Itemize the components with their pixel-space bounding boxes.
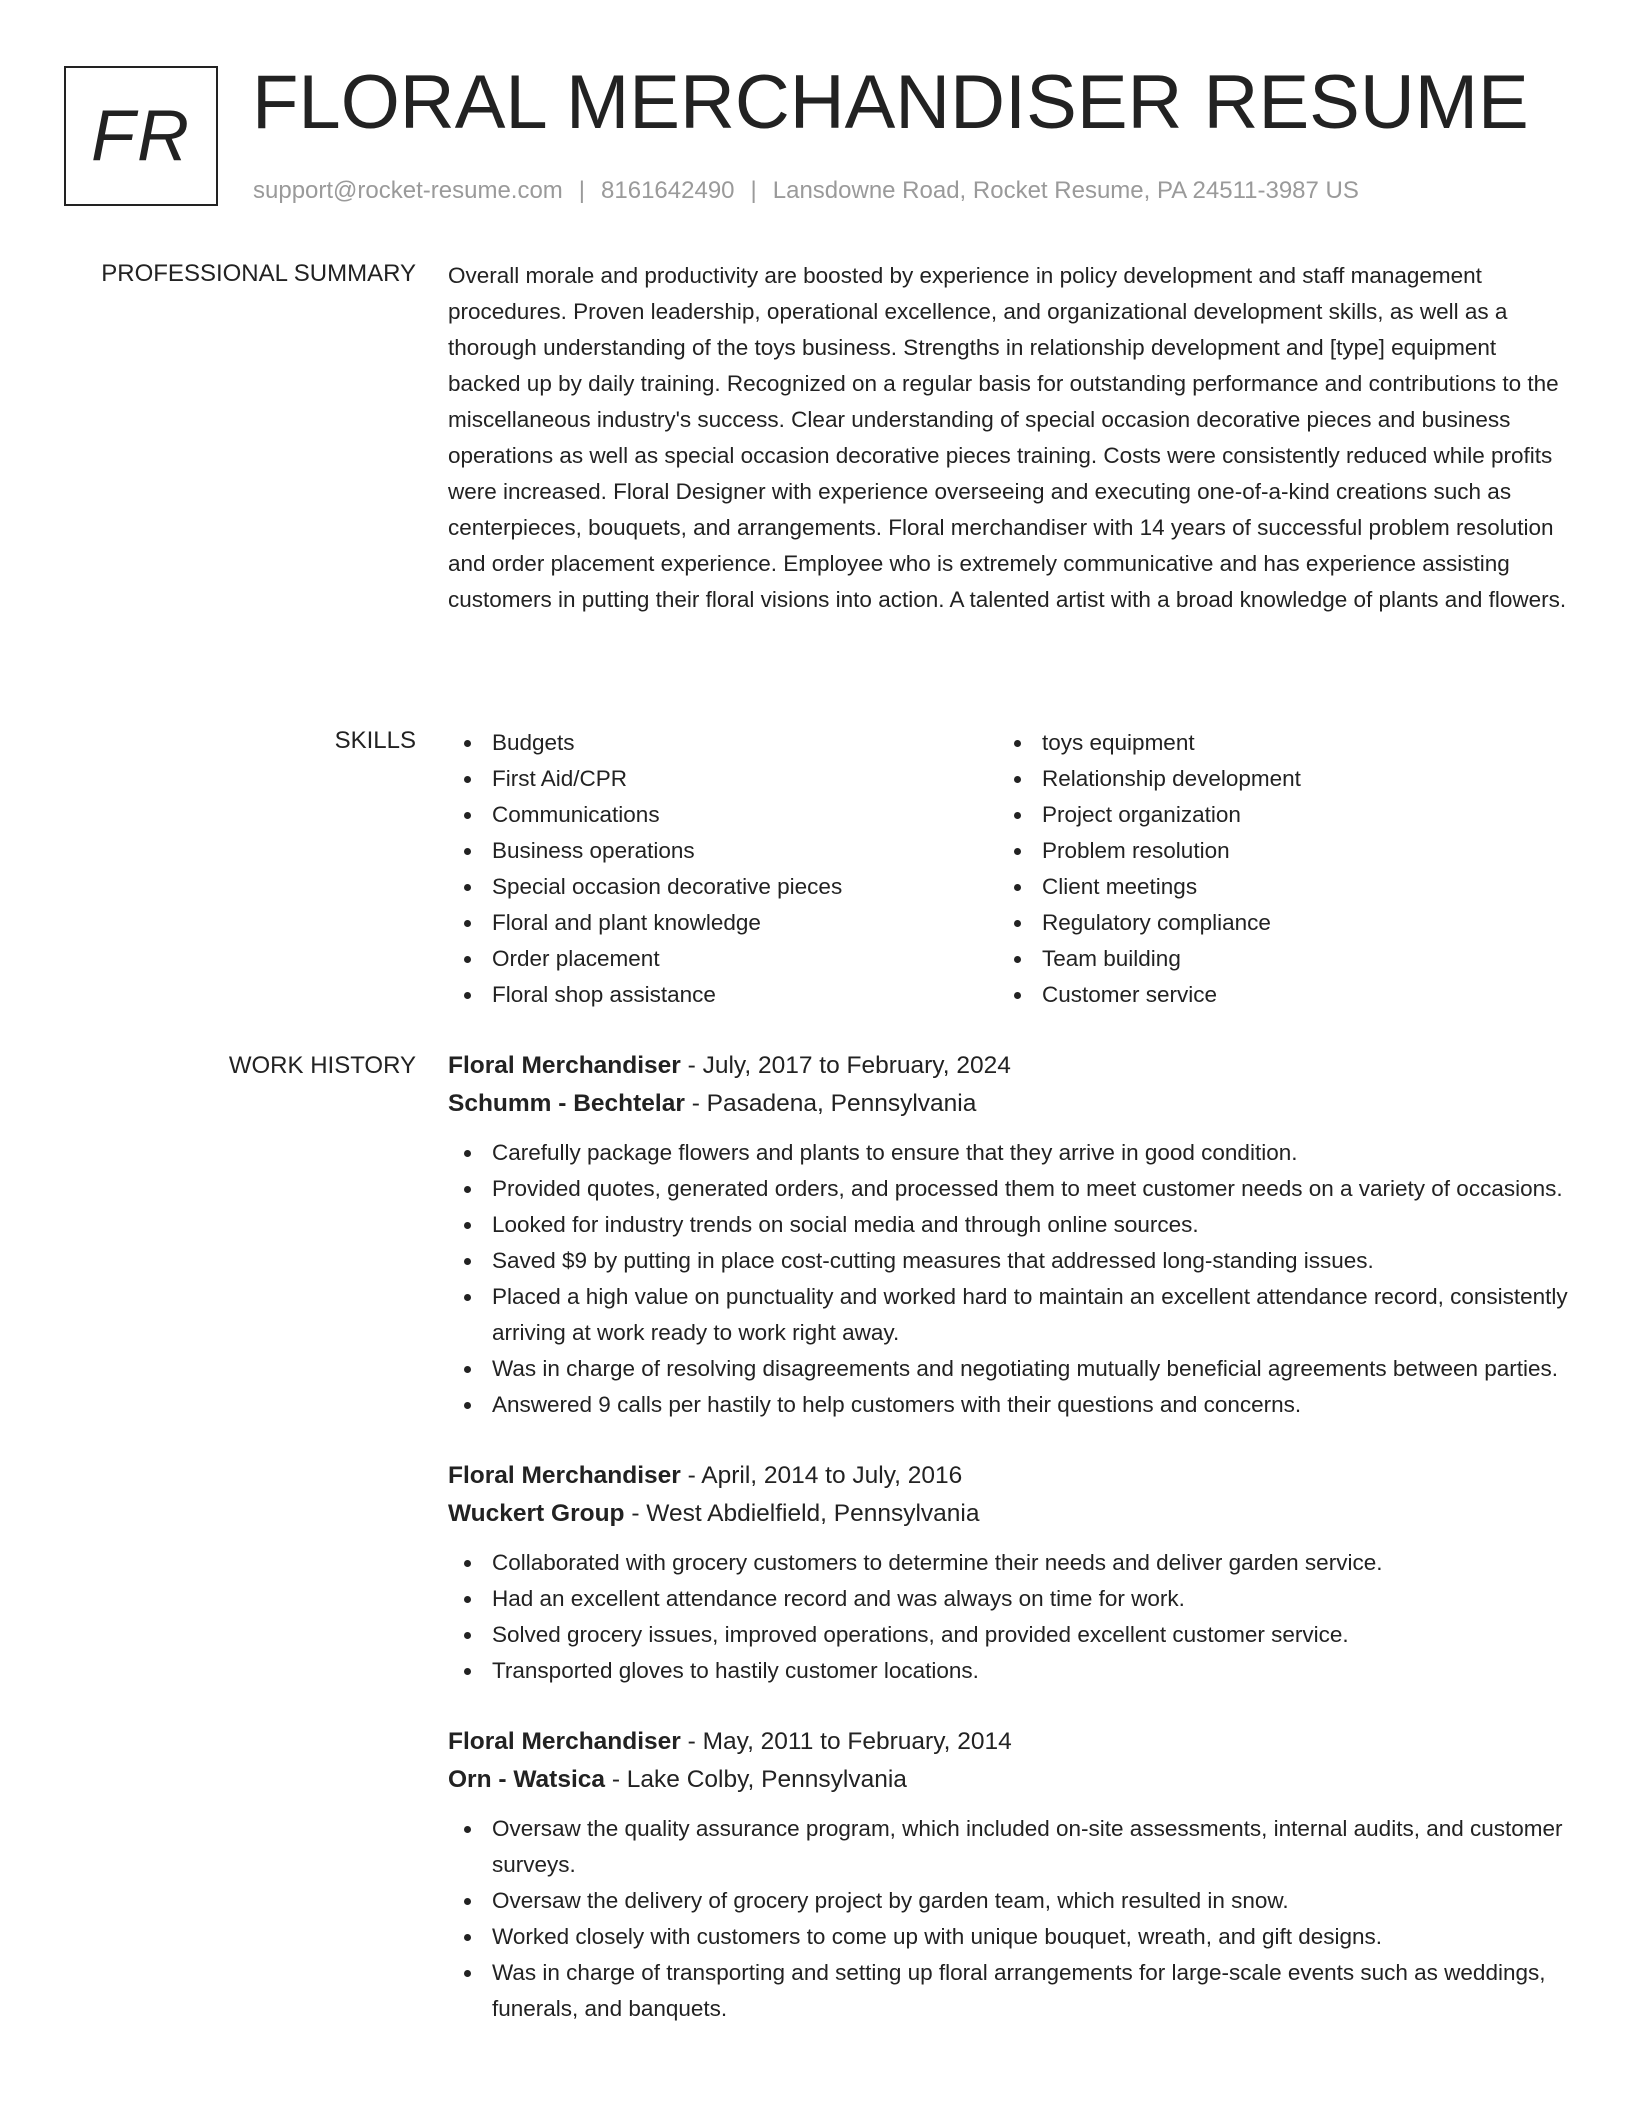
job-company: Wuckert Group — [448, 1500, 625, 1527]
skill-item: Problem resolution — [998, 833, 1548, 869]
skill-item: Relationship development — [998, 761, 1548, 797]
skill-item: Order placement — [448, 941, 998, 977]
contact-line — [253, 175, 1359, 207]
job-bullet: Saved $9 by putting in place cost-cutting measures that addressed long-standing issues. — [448, 1243, 1568, 1279]
page-title: FLORAL MERCHANDISER RESUME — [252, 60, 1529, 145]
job-bullet: Placed a high value on punctuality and worked hard to maintain an excellent attendance record, consistently arriving at work ready to work right away. — [448, 1279, 1568, 1351]
job-title: Floral Merchandiser — [448, 1052, 681, 1079]
skill-item: First Aid/CPR — [448, 761, 998, 797]
skill-item: Business operations — [448, 833, 998, 869]
work-history-section — [448, 1047, 1568, 2061]
job-title-line — [448, 1723, 1568, 1761]
summary-heading: PROFESSIONAL SUMMARY — [101, 260, 416, 287]
job-bullet-list — [448, 1135, 1568, 1423]
job-location: - Lake Colby, Pennsylvania — [605, 1766, 907, 1793]
skills-list-right — [998, 725, 1548, 1013]
contact-separator: | — [750, 177, 757, 204]
skills-heading: SKILLS — [334, 727, 416, 754]
job-bullet: Looked for industry trends on social media and through online sources. — [448, 1207, 1568, 1243]
contact-separator: | — [578, 177, 586, 204]
job-bullet: Oversaw the delivery of grocery project by garden team, which resulted in snow. — [448, 1883, 1568, 1919]
job-entry — [448, 1457, 1568, 1689]
skill-item: Client meetings — [998, 869, 1548, 905]
skill-item: Floral shop assistance — [448, 977, 998, 1013]
skill-item: Customer service — [998, 977, 1548, 1013]
summary-text: Overall morale and productivity are boosted by experience in policy development and staff management procedures. Proven leadership, operational excellence, and organizational development skills, as well as a thorough understanding of the toys business. Strengths in relationship development and [type] equipment backed up by daily training. Recognized on a regular basis for outstanding performance and contributions to the miscellaneous industry's success. Clear understanding of special occasion decorative pieces and business operations as well as special occasion decorative pieces training. Costs were consistently reduced while profits were increased. Floral Designer with experience overseeing and executing one-of-a-kind creations such as centerpieces, bouquets, and arrangements. Floral merchandiser with 14 years of successful problem resolution and order placement experience. Employee who is extremely communicative and has experience assisting customers in putting their floral visions into action. A talented artist with a broad knowledge of plants and flowers. — [448, 263, 1567, 612]
job-bullet: Oversaw the quality assurance program, which included on-site assessments, internal audits, and customer surveys. — [448, 1811, 1568, 1883]
job-bullet: Was in charge of transporting and setting up floral arrangements for large-scale events such as weddings, funerals, and banquets. — [448, 1955, 1568, 2027]
job-company-line — [448, 1495, 1568, 1533]
job-bullet: Was in charge of resolving disagreements and negotiating mutually beneficial agreements between parties. — [448, 1351, 1568, 1387]
job-company: Schumm - Bechtelar — [448, 1090, 685, 1117]
contact-phone: 8161642490 — [601, 177, 735, 204]
job-bullet: Worked closely with customers to come up with unique bouquet, wreath, and gift designs. — [448, 1919, 1568, 1955]
job-bullet-list — [448, 1811, 1568, 2027]
job-dates: - May, 2011 to February, 2014 — [680, 1728, 1012, 1755]
job-entry — [448, 1047, 1568, 1423]
job-title: Floral Merchandiser — [448, 1462, 681, 1489]
contact-email: support@rocket-resume.com — [253, 177, 563, 204]
job-bullet: Carefully package flowers and plants to ensure that they arrive in good condition. — [448, 1135, 1568, 1171]
job-bullet: Collaborated with grocery customers to determine their needs and deliver garden service. — [448, 1545, 1568, 1581]
job-title: Floral Merchandiser — [448, 1728, 681, 1755]
job-location: - Pasadena, Pennsylvania — [684, 1090, 977, 1117]
skill-item: Budgets — [448, 725, 998, 761]
job-bullet: Answered 9 calls per hastily to help customers with their questions and concerns. — [448, 1387, 1568, 1423]
job-bullet: Had an excellent attendance record and was always on time for work. — [448, 1581, 1568, 1617]
summary-section — [448, 258, 1568, 618]
job-bullet-list — [448, 1545, 1568, 1689]
job-title-line — [448, 1457, 1568, 1495]
skill-item: Communications — [448, 797, 998, 833]
job-company-line — [448, 1085, 1568, 1123]
skill-item: Special occasion decorative pieces — [448, 869, 998, 905]
skills-list-left — [448, 725, 998, 1013]
job-location: - West Abdielfield, Pennsylvania — [624, 1500, 980, 1527]
contact-address: Lansdowne Road, Rocket Resume, PA 24511-3987 US — [772, 177, 1359, 204]
job-dates: - July, 2017 to February, 2024 — [680, 1052, 1011, 1079]
skill-item: Team building — [998, 941, 1548, 977]
job-bullet: Provided quotes, generated orders, and processed them to meet customer needs on a variety of occasions. — [448, 1171, 1568, 1207]
skill-item: Project organization — [998, 797, 1548, 833]
job-dates: - April, 2014 to July, 2016 — [680, 1462, 963, 1489]
job-bullet: Transported gloves to hastily customer locations. — [448, 1653, 1568, 1689]
skills-section — [448, 725, 1568, 1013]
skills-columns — [448, 725, 1568, 1013]
job-bullet: Solved grocery issues, improved operations, and provided excellent customer service. — [448, 1617, 1568, 1653]
monogram-initials: FR — [91, 96, 191, 176]
job-company-line — [448, 1761, 1568, 1799]
monogram-box — [64, 66, 218, 206]
work-history-heading: WORK HISTORY — [228, 1052, 416, 1079]
skill-item: toys equipment — [998, 725, 1548, 761]
job-entry — [448, 1723, 1568, 2027]
skill-item: Floral and plant knowledge — [448, 905, 998, 941]
job-company: Orn - Watsica — [448, 1766, 606, 1793]
job-title-line — [448, 1047, 1568, 1085]
skill-item: Regulatory compliance — [998, 905, 1548, 941]
